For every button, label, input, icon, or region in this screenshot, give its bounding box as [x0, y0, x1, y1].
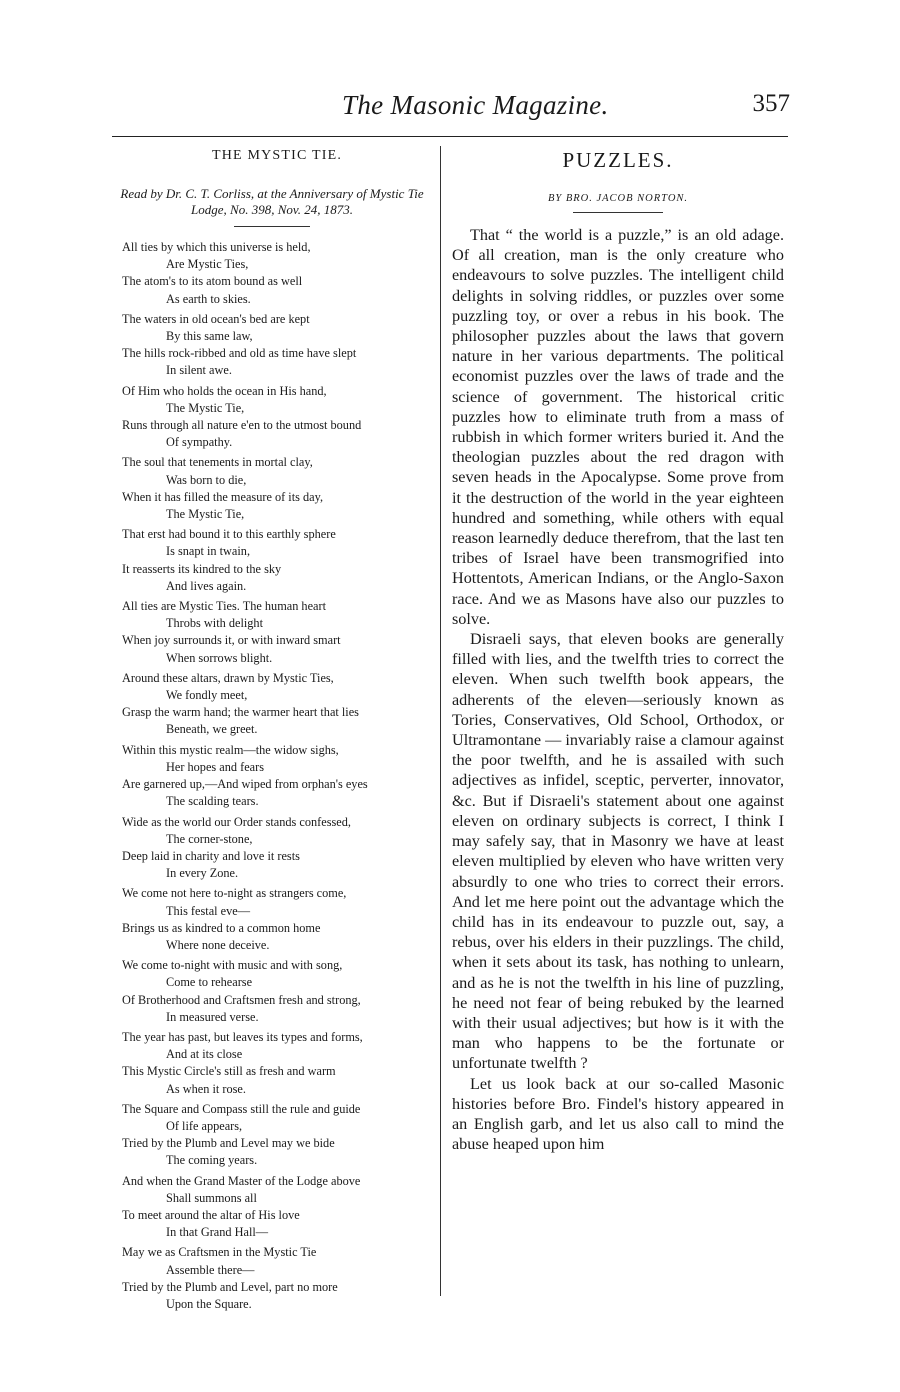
poem-line: Was born to die, [166, 472, 247, 487]
poem-line: The Mystic Tie, [166, 507, 245, 522]
poem-column [112, 148, 432, 1313]
poem-line: The hills rock-ribbed and old as time have slept [122, 346, 357, 361]
poem-stanza [112, 1029, 432, 1098]
poem-line: When joy surrounds it, or with inward smart [122, 633, 341, 648]
poem-line: Of Brotherhood and Craftsmen fresh and strong, [122, 992, 361, 1007]
poem-line: All ties by which this universe is held, [122, 240, 311, 254]
article-title: PUZZLES. [562, 148, 674, 172]
article-column [452, 148, 784, 1154]
poem-line: Upon the Square. [166, 1296, 252, 1311]
poem-line: Her hopes and fears [166, 759, 264, 774]
poem-line: Wide as the world our Order stands confessed, [122, 814, 351, 829]
poem-stanza [112, 311, 432, 380]
poem-line: This Mystic Circle's still as fresh and warm [122, 1064, 336, 1079]
poem-stanza [112, 885, 432, 954]
poem-line: Tried by the Plumb and Level may we bide [122, 1136, 335, 1151]
poem-line: We come not here to-night as strangers come, [122, 886, 347, 901]
article-paragraph: Let us look back at our so-called Masonic histories before Bro. Findel's history appeared in an English garb, and let us also call to mind the abuse heaped upon him [452, 1074, 784, 1154]
poem-line: Where none deceive. [166, 937, 270, 952]
poem-line: May we as Craftsmen in the Mystic Tie [122, 1245, 317, 1260]
poem-stanza [112, 1173, 432, 1242]
poem-line: That erst had bound it to this earthly sphere [122, 527, 336, 542]
article-paragraph: That “ the world is a puzzle,” is an old adage. Of all creation, man is the only creature who endeavours to solve puzzles. The intelligent child delights in solving riddles, or puzzles over some puzzling toy, or over a rebus in his book. The philosopher puzzles about the laws that govern nature in her various departments. The political economist puzzles over the laws of trade and the science of government. The historical critic puzzles how to eliminate truth from a mass of rubbish in which former writers buried it. And the theologian puzzles about the red dragon with seven heads in the Apocalypse. Some prove from it the destruction of the world in the year eighteen hundred and something, while others with equal reason learnedly deduce therefrom, that the last ten tribes of Israel have been transmogrified into Hottentots, American Indians, or the Anglo-Saxon race. And we as Masons have also our puzzles to solve. [452, 226, 784, 628]
poem-stanza [112, 598, 432, 667]
poem-line: Of life appears, [166, 1118, 243, 1133]
poem-line: The coming years. [166, 1153, 258, 1168]
poem-line: Come to rehearse [166, 975, 253, 990]
article-paragraph: Disraeli says, that eleven books are generally filled with lies, and the twelfth tries to correct the eleven. When such twelfth book appears, the adherents of the eleven—seriously known as Tories, Conservatives, Old School, Orthodox, or Ultramontane — invariably raise a clamour against the poor twelfth, and he is assailed with such adjectives as infidel, sceptic, perverter, innovator, &c. But if Disraeli's statement about one against eleven on ordinary subjects is correct, I think I may safely say, that in Masonry we have at least eleven multiplied by eleven who have written very absurdly to one who tries to correct their errors. And let me here point out the advantage which the child has in its endeavour to puzzle out, say, a rebus, over his elders in their puzzlings. The child, when it sets about its task, has nothing to unlearn, and as he is not the twelfth in his line of puzzling, he need not fear of being rebuked by the learned with their usual adjectives; but how is it with the man who happens to be the fortunate or unfortunate twelfth ? [452, 630, 784, 1073]
poem-line: And when the Grand Master of the Lodge above [122, 1173, 361, 1188]
poem-stanza [112, 957, 432, 1026]
page-number: 357 [752, 90, 790, 117]
poem-line: Deep laid in charity and love it rests [122, 848, 300, 863]
poem-line: Assemble there— [166, 1262, 255, 1277]
poem-line: Grasp the warm hand; the warmer heart that lies [122, 705, 359, 720]
article-body [452, 225, 784, 1154]
poem-line: And at its close [166, 1047, 243, 1062]
poem-subtitle: Read by Dr. C. T. Corliss, at the Anniversary of Mystic Tie Lodge, No. 398, Nov. 24, 1873. [120, 186, 424, 217]
poem-line: It reasserts its kindred to the sky [122, 561, 282, 576]
poem-stanza [112, 239, 432, 308]
poem-line: The soul that tenements in mortal clay, [122, 455, 313, 470]
poem-line: The scalding tears. [166, 794, 259, 809]
poem-stanza [112, 814, 432, 883]
article-byline: BY BRO. JACOB NORTON. [547, 193, 689, 204]
poem-line: The corner-stone, [166, 831, 253, 846]
poem-line: By this same law, [166, 329, 253, 344]
header-rule [112, 136, 788, 137]
poem-line: Of sympathy. [166, 435, 233, 450]
poem-rule [234, 226, 310, 227]
page-header [112, 84, 792, 124]
poem-line: Throbs with delight [166, 616, 264, 631]
poem-line: In silent awe. [166, 363, 232, 378]
poem-line: This festal eve— [166, 903, 251, 918]
poem-line: When it has filled the measure of its day, [122, 489, 324, 504]
poem-line: Beneath, we greet. [166, 722, 258, 737]
poem-line: Are Mystic Ties, [166, 257, 249, 272]
poem-line: We come to-night with music and with song, [122, 958, 343, 973]
poem-body [112, 239, 432, 1313]
poem-line: When sorrows blight. [166, 650, 273, 665]
poem-line: As when it rose. [166, 1081, 246, 1096]
poem-line: Tried by the Plumb and Level, part no more [122, 1279, 338, 1294]
poem-line: Runs through all nature e'en to the utmost bound [122, 418, 362, 433]
poem-line: Of Him who holds the ocean in His hand, [122, 383, 327, 398]
poem-line: The Square and Compass still the rule and guide [122, 1101, 361, 1116]
article-rule [573, 212, 663, 213]
poem-line: The waters in old ocean's bed are kept [122, 311, 310, 326]
poem-line: And lives again. [166, 578, 247, 593]
poem-stanza [112, 742, 432, 811]
poem-line: Shall summons all [166, 1190, 257, 1205]
poem-line: Around these altars, drawn by Mystic Ties, [122, 670, 334, 685]
running-title: The Masonic Magazine. [342, 90, 609, 120]
poem-line: Is snapt in twain, [166, 544, 251, 559]
poem-line: The Mystic Tie, [166, 400, 245, 415]
poem-stanza [112, 383, 432, 452]
poem-line: In every Zone. [166, 866, 239, 881]
poem-line: In that Grand Hall— [166, 1225, 269, 1240]
column-divider [440, 146, 441, 1296]
poem-line: We fondly meet, [166, 688, 248, 703]
poem-stanza [112, 526, 432, 595]
poem-line: To meet around the altar of His love [122, 1207, 300, 1222]
poem-line: In measured verse. [166, 1009, 259, 1024]
poem-line: Within this mystic realm—the widow sighs, [122, 742, 339, 757]
poem-line: The year has past, but leaves its types and forms, [122, 1029, 363, 1044]
poem-stanza [112, 1244, 432, 1313]
poem-title: THE MYSTIC TIE. [211, 148, 343, 163]
poem-line: Brings us as kindred to a common home [122, 920, 321, 935]
poem-stanza [112, 670, 432, 739]
poem-stanza [112, 454, 432, 523]
poem-line: The atom's to its atom bound as well [122, 274, 303, 289]
poem-stanza [112, 1101, 432, 1170]
poem-line: Are garnered up,—And wiped from orphan's eyes [122, 777, 368, 792]
poem-line: All ties are Mystic Ties. The human heart [122, 599, 327, 614]
poem-line: As earth to skies. [166, 291, 251, 306]
